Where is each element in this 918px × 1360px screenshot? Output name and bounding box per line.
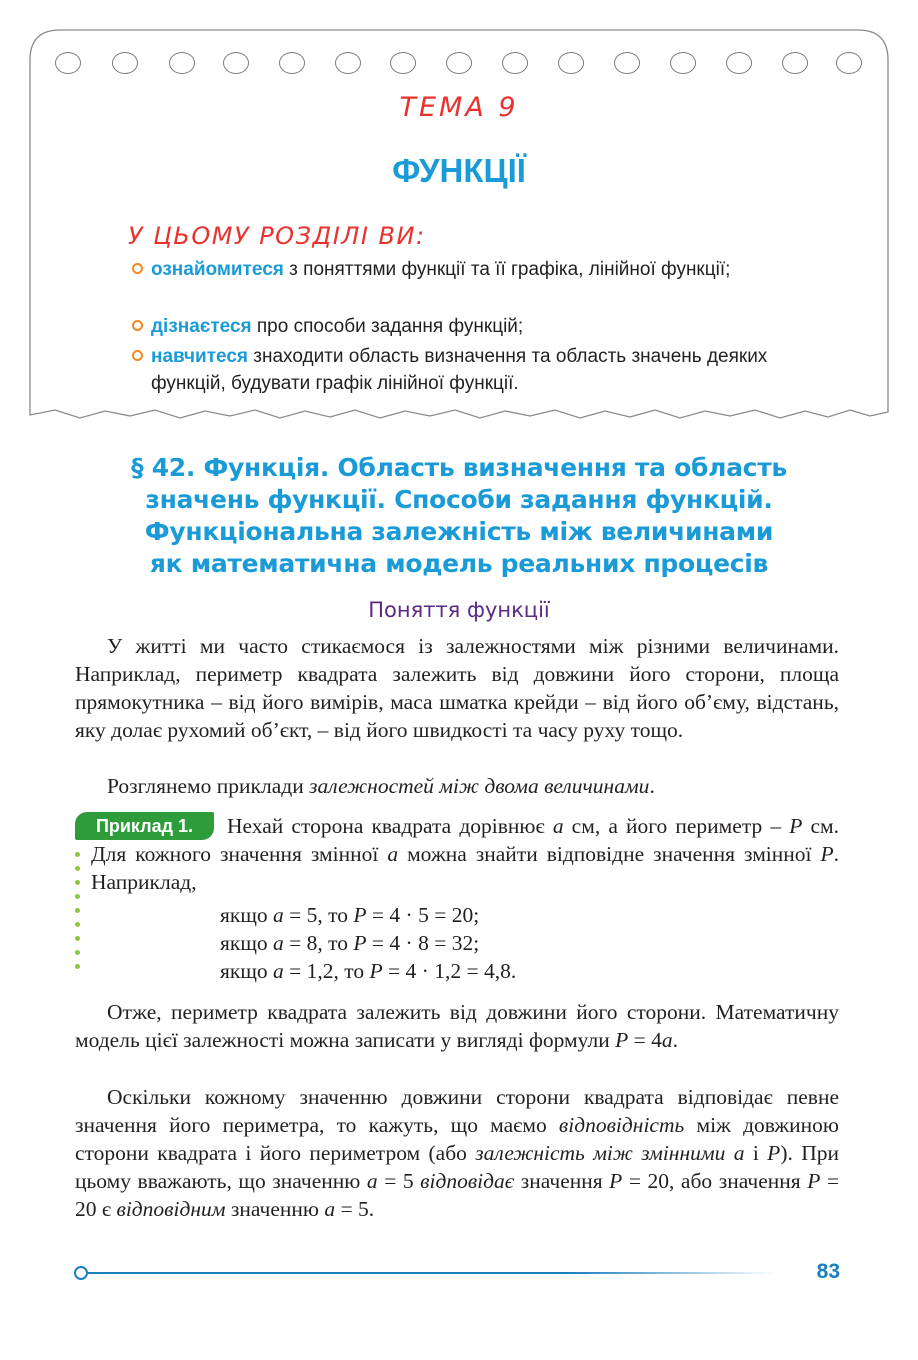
paragraph-text: Оскільки кожному значенню довжини сторони квадрата відповідає певне значення його периметра, то кажуть, що маємо bbox=[75, 1085, 839, 1137]
binder-hole bbox=[390, 52, 416, 74]
goal-item bbox=[132, 313, 772, 340]
variable-P: P bbox=[789, 814, 803, 838]
variable-a: a bbox=[273, 931, 284, 955]
section-heading-line: Функціональна залежність між величинами bbox=[144, 517, 774, 546]
example-badge: Приклад 1. bbox=[75, 812, 214, 840]
section-heading bbox=[60, 452, 858, 580]
paragraph-text: між довжиною сторони квадрата і його периметром (або bbox=[75, 1113, 839, 1165]
goal-item bbox=[132, 343, 772, 397]
paragraph-text: значення bbox=[514, 1169, 610, 1193]
variable-P: P bbox=[609, 1169, 623, 1193]
calc-text: якщо bbox=[220, 959, 274, 983]
goal-keyword: навчитеся bbox=[151, 346, 248, 367]
example-text-part: см. Для кожного значення змінної bbox=[91, 814, 839, 866]
example-text-part: см, а його периметр – bbox=[563, 814, 790, 838]
binder-hole bbox=[836, 52, 862, 74]
dot-decoration bbox=[75, 964, 80, 969]
variable-a: a bbox=[273, 903, 284, 927]
binder-hole bbox=[335, 52, 361, 74]
paragraph bbox=[75, 772, 839, 800]
emphasis-text: залежність між змінними a bbox=[475, 1141, 745, 1165]
variable-P: P bbox=[767, 1141, 781, 1165]
variable-a: a bbox=[661, 1028, 673, 1052]
variable-P: P bbox=[353, 903, 367, 927]
variable-a: a bbox=[387, 842, 399, 866]
calculation-line bbox=[220, 901, 479, 929]
binder-hole bbox=[112, 52, 138, 74]
paragraph-text: значенню bbox=[225, 1197, 325, 1221]
example-text-part: можна знайти відповідне значення змінної bbox=[398, 842, 821, 866]
paragraph-text: ). При цьому вважають, що значенню bbox=[75, 1141, 839, 1193]
calc-text: якщо bbox=[220, 931, 274, 955]
example-text bbox=[91, 812, 839, 896]
variable-P: P bbox=[615, 1028, 629, 1052]
calc-text: = 4 · 1,2 = 4,8. bbox=[382, 959, 517, 983]
binder-hole bbox=[169, 52, 195, 74]
dot-decoration bbox=[75, 950, 80, 955]
calc-text: = 1,2, то bbox=[283, 959, 370, 983]
paragraph-text: = 20, або значення bbox=[622, 1169, 808, 1193]
calc-text: якщо bbox=[220, 903, 274, 927]
example-text-part: Нехай сторона квадрата дорівнює bbox=[227, 814, 553, 838]
variable-P: P bbox=[807, 1169, 821, 1193]
goal-text: знаходити область визначення та область значень деяких функцій, будувати графік лінійної функції. bbox=[151, 346, 768, 394]
footer-rule bbox=[86, 1272, 776, 1274]
binder-hole bbox=[223, 52, 249, 74]
calc-text: = 5, то bbox=[283, 903, 354, 927]
chapter-title: ФУНКЦІЇ bbox=[392, 152, 526, 189]
example-text-part: . Наприклад, bbox=[91, 842, 840, 894]
dot-decoration bbox=[75, 866, 80, 871]
circle-bullet-icon bbox=[132, 320, 143, 331]
paragraph-text: і bbox=[744, 1141, 768, 1165]
dot-decoration bbox=[75, 880, 80, 885]
variable-a: a bbox=[552, 814, 564, 838]
circle-bullet-icon bbox=[132, 350, 143, 361]
variable-P: P bbox=[369, 959, 383, 983]
calc-text: = 4 · 8 = 32; bbox=[366, 931, 480, 955]
paragraph bbox=[75, 632, 839, 744]
formula-text: = 4 bbox=[628, 1028, 662, 1052]
section-heading-line: значень функції. Способи задання функцій. bbox=[145, 485, 773, 514]
variable-a: a bbox=[324, 1197, 336, 1221]
variable-a: a bbox=[273, 959, 284, 983]
paragraph-text: = 5. bbox=[335, 1197, 375, 1221]
binder-hole bbox=[782, 52, 808, 74]
topic-panel bbox=[0, 0, 918, 440]
paragraph-text: У житті ми часто стикаємося із залежностями між різними величинами. Наприклад, периметр квадрата залежить від довжини його сторони, площа прямокутника – від його вимірів, маса шматка крейди – від його об’єму, відстань, яку долає рухомий об’єкт, – від його швидкості та часу руху тощо. bbox=[75, 634, 839, 742]
goal-text: про способи задання функцій; bbox=[251, 316, 524, 337]
dot-decoration bbox=[75, 852, 80, 857]
paragraph-text: = 20 є bbox=[75, 1169, 839, 1221]
intro-heading: У ЦЬОМУ РОЗДІЛІ ВИ: bbox=[128, 222, 426, 250]
emphasis-text: залежностей між двома величинами bbox=[309, 774, 650, 798]
section-heading-line: § 42. Функція. Область визначення та область bbox=[131, 453, 787, 482]
emphasis-text: відповідним bbox=[116, 1197, 226, 1221]
dot-decoration bbox=[75, 894, 80, 899]
emphasis-text: відповідність bbox=[558, 1113, 685, 1137]
binder-hole bbox=[558, 52, 584, 74]
emphasis-text: відповідає bbox=[420, 1169, 515, 1193]
binder-hole bbox=[279, 52, 305, 74]
goal-keyword: дізнаєтеся bbox=[151, 316, 252, 337]
paragraph-text: . bbox=[649, 774, 655, 798]
variable-a: a bbox=[366, 1169, 378, 1193]
binder-hole bbox=[614, 52, 640, 74]
section-heading-line: як математична модель реальних процесів bbox=[149, 549, 769, 578]
goal-text: з поняттями функції та її графіка, лінійної функції; bbox=[283, 259, 731, 280]
calc-text: = 4 · 5 = 20; bbox=[366, 903, 480, 927]
circle-bullet-icon bbox=[132, 263, 143, 274]
binder-hole bbox=[726, 52, 752, 74]
topic-label: ТЕМА 9 bbox=[399, 92, 519, 123]
binder-hole bbox=[446, 52, 472, 74]
goal-keyword: ознайомитеся bbox=[151, 259, 284, 280]
binder-hole bbox=[670, 52, 696, 74]
dot-decoration bbox=[75, 922, 80, 927]
paragraph-text: Розглянемо приклади bbox=[107, 774, 310, 798]
variable-P: P bbox=[820, 842, 834, 866]
calc-text: = 8, то bbox=[283, 931, 354, 955]
footer-circle-icon bbox=[74, 1266, 88, 1280]
subsection-title: Поняття функції bbox=[368, 598, 550, 622]
calculation-line bbox=[220, 929, 479, 957]
calculation-line bbox=[220, 957, 516, 985]
paragraph-text: Отже, периметр квадрата залежить від довжини його сторони. Математичну модель цієї залежності можна записати у вигляді формули bbox=[75, 1000, 839, 1052]
binder-hole bbox=[502, 52, 528, 74]
paragraph-text: = 5 bbox=[377, 1169, 421, 1193]
paragraph bbox=[75, 1083, 839, 1223]
binder-hole bbox=[55, 52, 81, 74]
goal-item bbox=[132, 256, 772, 283]
paragraph bbox=[75, 998, 839, 1054]
variable-P: P bbox=[353, 931, 367, 955]
dot-decoration bbox=[75, 908, 80, 913]
paragraph-text: . bbox=[672, 1028, 678, 1052]
dot-decoration bbox=[75, 936, 80, 941]
page-number: 83 bbox=[816, 1260, 840, 1283]
